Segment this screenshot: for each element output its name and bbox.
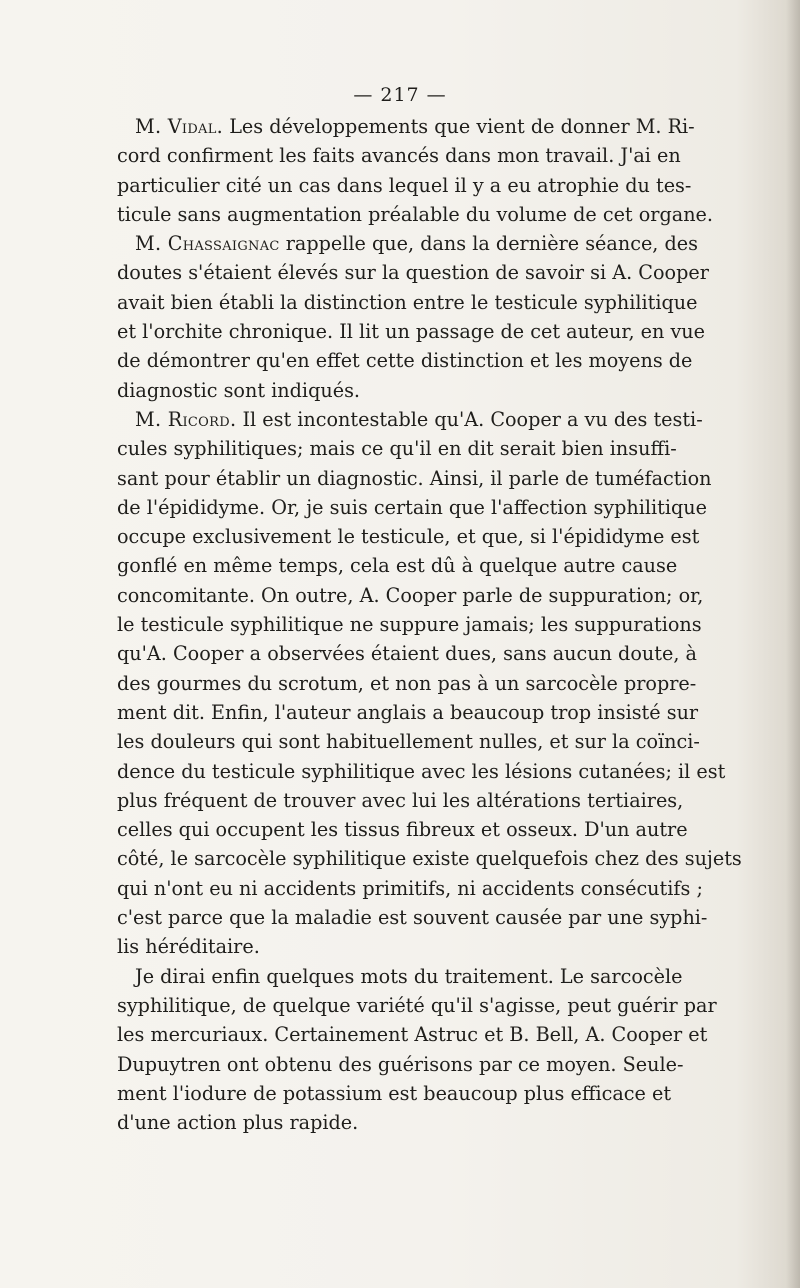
text-line: de démontrer qu'en effet cette distinction et les moyens de — [117, 349, 693, 373]
text-line: le testicule syphilitique ne suppure jamais; les suppurations — [117, 613, 702, 637]
text-line: qui n'ont eu ni accidents primitifs, ni accidents consécutifs ; — [117, 876, 703, 900]
speaker-name: M. Vidal. — [135, 115, 224, 138]
paragraph-ricord — [117, 405, 742, 962]
text-line: M. Ricord. Il est incontestable qu'A. Cooper a vu des testi- — [135, 407, 703, 431]
page-number: — 217 — — [353, 84, 447, 106]
text-line: de l'épididyme. Or, je suis certain que l'affection syphilitique — [117, 495, 708, 519]
text-line: M. Chassaignac rappelle que, dans la dernière séance, des — [135, 232, 698, 256]
text-line: qu'A. Cooper a observées étaient dues, sans aucun doute, à — [117, 642, 697, 666]
paragraph-treatment — [117, 962, 717, 1138]
text-line: avait bien établi la distinction entre le testicule syphilitique — [117, 290, 698, 314]
text-line: ticule sans augmentation préalable du volume de cet organe. — [117, 202, 714, 226]
speaker-name: M. Chassaignac — [135, 232, 280, 256]
text-line: syphilitique, de quelque variété qu'il s'agisse, peut guérir par — [117, 993, 717, 1017]
text-line: et l'orchite chronique. Il lit un passage de cet auteur, en vue — [117, 320, 706, 344]
text-line: concomitante. On outre, A. Cooper parle de suppuration; or, — [117, 583, 704, 607]
text-line: ment l'iodure de potassium est beaucoup plus efficace et — [117, 1081, 672, 1105]
text-line: lis héréditaire. — [117, 935, 260, 959]
speaker-name: M. Ricord. — [135, 407, 237, 431]
text-line: côté, le sarcocèle syphilitique existe quelquefois chez des sujets — [117, 847, 742, 871]
paragraph-chassaignac — [117, 229, 709, 405]
text-line: Je dirai enfin quelques mots du traitement. Le sarcocèle — [135, 964, 683, 988]
text-line: occupe exclusivement le testicule, et que, si l'épididyme est — [117, 525, 700, 549]
text-line: des gourmes du scrotum, et non pas à un sarcocèle propre- — [117, 671, 697, 695]
text-line: les douleurs qui sont habituellement nulles, et sur la coïnci- — [117, 730, 700, 754]
text-line: Dupuytren ont obtenu des guérisons par ce moyen. Seule- — [117, 1052, 684, 1076]
text-line: ment dit. Enfin, l'auteur anglais a beaucoup trop insisté sur — [117, 700, 699, 724]
text-line: doutes s'étaient élevés sur la question de savoir si A. Cooper — [117, 261, 709, 285]
text-line: gonflé en même temps, cela est dû à quelque autre cause — [117, 554, 678, 578]
text-line: cord confirment les faits avancés dans mon travail. J'ai en — [117, 144, 681, 168]
text-line: les mercuriaux. Certainement Astruc et B. Bell, A. Cooper et — [117, 1023, 708, 1047]
text-line: c'est parce que la maladie est souvent causée par une syphi- — [117, 906, 708, 930]
page-edge-shadow — [786, 0, 800, 1288]
text-line: diagnostic sont indiqués. — [117, 378, 361, 402]
paragraph-vidal — [117, 112, 714, 229]
text-line: particulier cité un cas dans lequel il y a eu atrophie du tes- — [117, 173, 692, 197]
text-line: d'une action plus rapide. — [117, 1111, 359, 1135]
text-line: M. Vidal. Les développements que vient de donner M. Ri- — [135, 115, 695, 138]
text-line: celles qui occupent les tissus fibreux et osseux. D'un autre — [117, 818, 688, 842]
text-line: sant pour établir un diagnostic. Ainsi, il parle de tuméfaction — [117, 466, 712, 490]
body-text — [117, 112, 742, 1137]
text-line: dence du testicule syphilitique avec les lésions cutanées; il est — [117, 759, 726, 783]
text-line: plus fréquent de trouver avec lui les altérations tertiaires, — [117, 788, 684, 812]
text-line: cules syphilitiques; mais ce qu'il en dit serait bien insuffi- — [117, 437, 677, 461]
